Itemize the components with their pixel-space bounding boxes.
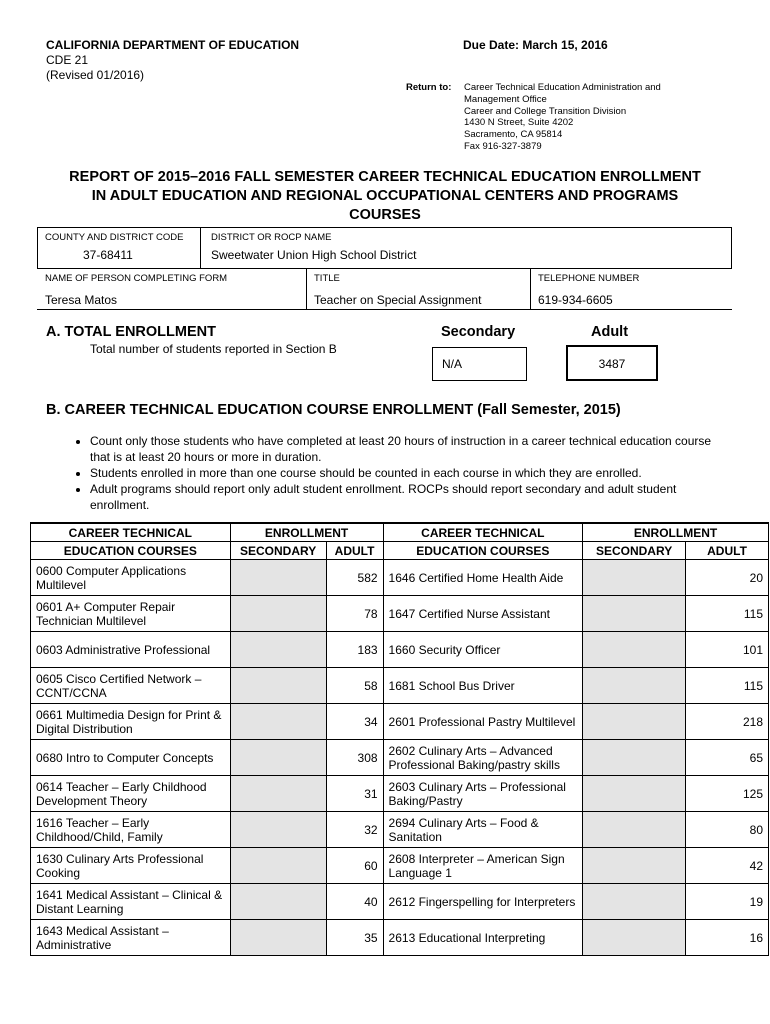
district-name-field[interactable]: Sweetwater Union High School District	[211, 248, 417, 262]
district-name-box	[200, 227, 732, 269]
return-line: Management Office	[464, 93, 547, 105]
adult-cell[interactable]: 34	[326, 704, 383, 740]
section-a-heading: A. TOTAL ENROLLMENT	[46, 324, 216, 340]
adult-cell[interactable]: 115	[686, 596, 769, 632]
course-name: 0661 Multimedia Design for Print & Digital Distribution	[31, 704, 231, 740]
return-line: 1430 N Street, Suite 4202	[464, 117, 574, 129]
secondary-cell[interactable]	[583, 848, 686, 884]
county-code-box	[37, 227, 201, 269]
secondary-cell[interactable]	[230, 812, 326, 848]
adult-cell[interactable]: 78	[326, 596, 383, 632]
adult-cell[interactable]: 101	[686, 632, 769, 668]
report-title	[40, 168, 730, 225]
secondary-cell[interactable]	[230, 776, 326, 812]
secondary-cell[interactable]	[583, 812, 686, 848]
table-row	[31, 668, 769, 704]
adult-cell[interactable]: 125	[686, 776, 769, 812]
form-header	[46, 38, 299, 83]
divider	[530, 268, 531, 310]
adult-label: Adult	[591, 324, 629, 340]
course-name: 1630 Culinary Arts Professional Cooking	[31, 848, 231, 884]
course-name: 0603 Administrative Professional	[31, 632, 231, 668]
table-row	[31, 632, 769, 668]
course-name: 1647 Certified Nurse Assistant	[383, 596, 583, 632]
course-name: 2608 Interpreter – American Sign Language 1	[383, 848, 583, 884]
adult-cell[interactable]: 60	[326, 848, 383, 884]
secondary-column-header: SECONDARY	[230, 542, 326, 560]
course-name: 0601 A+ Computer Repair Technician Multilevel	[31, 596, 231, 632]
adult-cell[interactable]: 35	[326, 920, 383, 956]
secondary-cell[interactable]	[583, 920, 686, 956]
course-name: 2694 Culinary Arts – Food & Sanitation	[383, 812, 583, 848]
adult-total-field[interactable]	[566, 345, 658, 381]
return-to-label: Return to:	[406, 82, 452, 93]
secondary-cell[interactable]	[583, 704, 686, 740]
divider	[37, 268, 732, 269]
table-row	[31, 884, 769, 920]
course-name: 2613 Educational Interpreting	[383, 920, 583, 956]
adult-cell[interactable]: 582	[326, 560, 383, 596]
secondary-total-field[interactable]	[432, 347, 527, 381]
adult-cell[interactable]: 183	[326, 632, 383, 668]
district-name-label: DISTRICT OR ROCP NAME	[211, 232, 332, 243]
adult-cell[interactable]: 58	[326, 668, 383, 704]
secondary-column-header: SECONDARY	[583, 542, 686, 560]
county-code-field[interactable]: 37-68411	[83, 248, 133, 262]
secondary-cell[interactable]	[583, 632, 686, 668]
title-field[interactable]: Teacher on Special Assignment	[314, 293, 482, 307]
instruction-item: • Count only those students who have completed at least 20 hours of instruction in a career technical education course that is at least 20 hours or more in duration.	[90, 433, 715, 465]
table-row	[31, 560, 769, 596]
section-a-note: Total number of students reported in Section B	[90, 342, 337, 356]
adult-cell[interactable]: 80	[686, 812, 769, 848]
course-name: 0600 Computer Applications Multilevel	[31, 560, 231, 596]
course-name: 1643 Medical Assistant – Administrative	[31, 920, 231, 956]
return-line: Fax 916-327-3879	[464, 140, 542, 152]
enrollment-column-header: ENROLLMENT	[230, 523, 383, 542]
department-name: CALIFORNIA DEPARTMENT OF EDUCATION	[46, 38, 300, 52]
table-row	[31, 776, 769, 812]
course-name: 2612 Fingerspelling for Interpreters	[383, 884, 583, 920]
secondary-cell[interactable]	[583, 740, 686, 776]
course-column-header: CAREER TECHNICAL	[383, 523, 583, 542]
table-row	[31, 740, 769, 776]
adult-cell[interactable]: 308	[326, 740, 383, 776]
return-address	[464, 82, 661, 153]
return-line: Career Technical Education Administration and	[464, 82, 661, 93]
course-name: 1681 School Bus Driver	[383, 668, 583, 704]
adult-cell[interactable]: 19	[686, 884, 769, 920]
secondary-label: Secondary	[441, 324, 516, 340]
table-row	[31, 704, 769, 740]
secondary-cell[interactable]	[583, 668, 686, 704]
secondary-cell[interactable]	[230, 704, 326, 740]
adult-column-header: ADULT	[326, 542, 383, 560]
secondary-total-value: N/A	[442, 357, 463, 371]
phone-field[interactable]: 619-934-6605	[538, 293, 613, 307]
adult-cell[interactable]: 218	[686, 704, 769, 740]
title-line: COURSES	[349, 207, 421, 223]
course-name: 0680 Intro to Computer Concepts	[31, 740, 231, 776]
title-label: TITLE	[314, 273, 340, 284]
form-number: CDE 21	[46, 53, 89, 67]
divider	[306, 268, 307, 310]
phone-label: TELEPHONE NUMBER	[538, 273, 640, 284]
person-name-label: NAME OF PERSON COMPLETING FORM	[45, 273, 228, 284]
course-name: 1646 Certified Home Health Aide	[383, 560, 583, 596]
secondary-cell[interactable]	[583, 560, 686, 596]
adult-total-value: 3487	[598, 357, 626, 371]
adult-cell[interactable]: 65	[686, 740, 769, 776]
table-row	[31, 920, 769, 956]
adult-cell[interactable]: 40	[326, 884, 383, 920]
instruction-item: • Adult programs should report only adult student enrollment. ROCPs should report secondary and adult student enrollment.	[90, 481, 715, 513]
person-name-field[interactable]: Teresa Matos	[45, 293, 118, 307]
table-row	[31, 848, 769, 884]
adult-cell[interactable]: 31	[326, 776, 383, 812]
adult-column-header: ADULT	[686, 542, 769, 560]
adult-cell[interactable]: 32	[326, 812, 383, 848]
section-b-heading: B. CAREER TECHNICAL EDUCATION COURSE ENROLLMENT (Fall Semester, 2015)	[46, 402, 621, 418]
course-name: 1616 Teacher – Early Childhood/Child, Family	[31, 812, 231, 848]
instructions-list	[65, 433, 715, 513]
adult-cell[interactable]: 20	[686, 560, 769, 596]
county-code-label: COUNTY AND DISTRICT CODE	[45, 232, 184, 243]
course-column-subheader: EDUCATION COURSES	[31, 542, 231, 560]
secondary-cell[interactable]	[583, 884, 686, 920]
adult-cell[interactable]: 42	[686, 848, 769, 884]
course-name: 0605 Cisco Certified Network – CCNT/CCNA	[31, 668, 231, 704]
instruction-item: • Students enrolled in more than one course should be counted in each course in which they are enrolled.	[90, 465, 715, 481]
course-name: 1641 Medical Assistant – Clinical & Distant Learning	[31, 884, 231, 920]
course-name: 2603 Culinary Arts – Professional Baking/Pastry	[383, 776, 583, 812]
secondary-cell[interactable]	[230, 560, 326, 596]
secondary-cell[interactable]	[230, 920, 326, 956]
course-enrollment-table	[30, 522, 769, 956]
table-row	[31, 812, 769, 848]
course-name: 1660 Security Officer	[383, 632, 583, 668]
revision-date: (Revised 01/2016)	[46, 68, 145, 82]
secondary-cell[interactable]	[230, 740, 326, 776]
secondary-cell[interactable]	[583, 776, 686, 812]
enrollment-column-header: ENROLLMENT	[583, 523, 769, 542]
secondary-cell[interactable]	[230, 632, 326, 668]
course-column-header: CAREER TECHNICAL	[31, 523, 231, 542]
return-line: Career and College Transition Division	[464, 105, 627, 117]
course-name: 0614 Teacher – Early Childhood Development Theory	[31, 776, 231, 812]
divider	[37, 309, 732, 310]
adult-cell[interactable]: 16	[686, 920, 769, 956]
table-row	[31, 596, 769, 632]
title-line: IN ADULT EDUCATION AND REGIONAL OCCUPATIONAL CENTERS AND PROGRAMS	[91, 188, 679, 204]
return-line: Sacramento, CA 95814	[464, 129, 563, 141]
adult-cell[interactable]: 115	[686, 668, 769, 704]
course-name: 2601 Professional Pastry Multilevel	[383, 704, 583, 740]
course-name: 2602 Culinary Arts – Advanced Professional Baking/pastry skills	[383, 740, 583, 776]
due-date: Due Date: March 15, 2016	[463, 38, 608, 52]
course-column-subheader: EDUCATION COURSES	[383, 542, 583, 560]
secondary-cell[interactable]	[230, 668, 326, 704]
secondary-cell[interactable]	[230, 596, 326, 632]
secondary-cell[interactable]	[230, 884, 326, 920]
secondary-cell[interactable]	[583, 596, 686, 632]
title-line: REPORT OF 2015–2016 FALL SEMESTER CAREER TECHNICAL EDUCATION ENROLLMENT	[69, 169, 701, 185]
secondary-cell[interactable]	[230, 848, 326, 884]
